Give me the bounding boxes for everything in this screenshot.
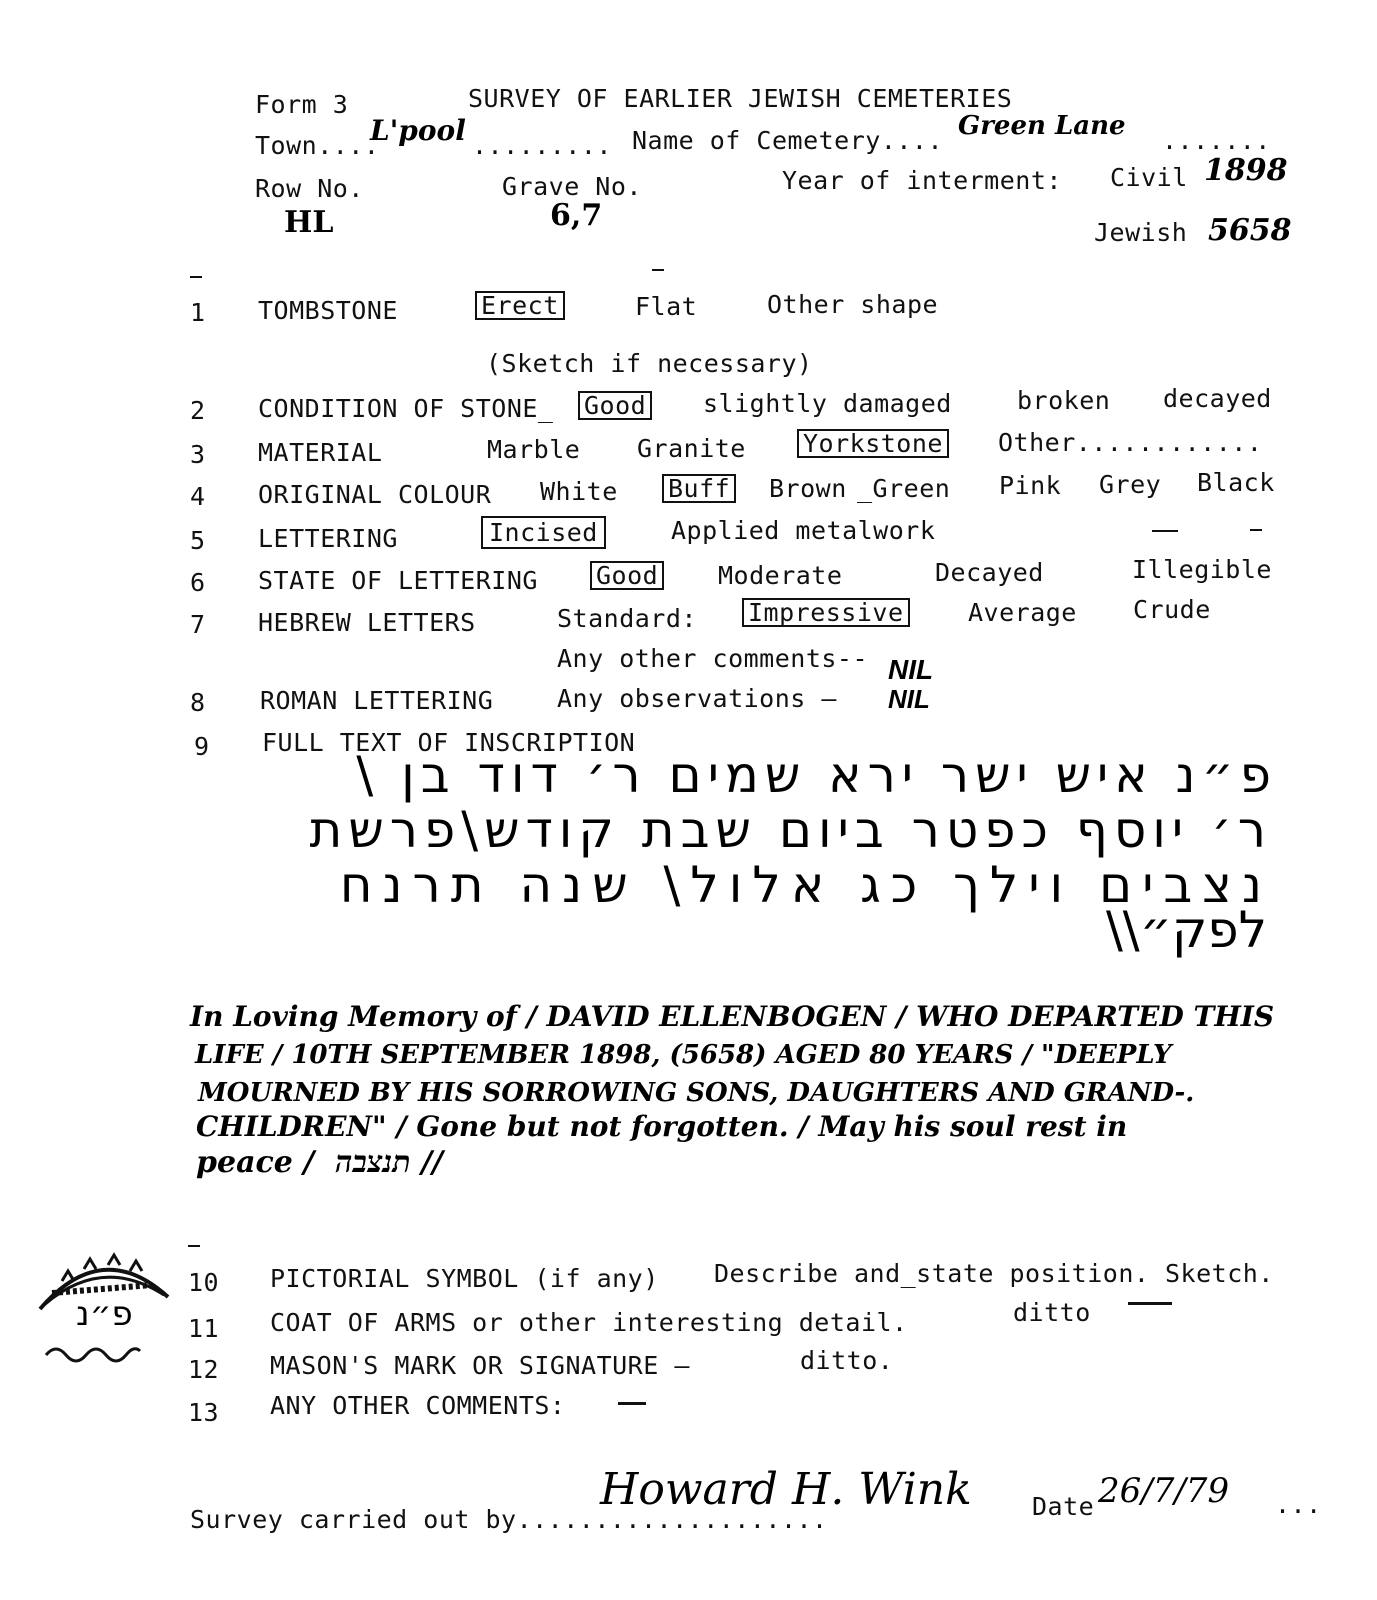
- item-6-number: 6: [190, 568, 206, 597]
- item-4-number: 4: [190, 482, 206, 511]
- item-13-dash: [618, 1402, 646, 1405]
- observations-value: NIL: [888, 684, 930, 714]
- jewish-value: 5658: [1208, 213, 1292, 248]
- margin-tick: [190, 276, 202, 278]
- option-erect-selected: Erect: [475, 291, 565, 320]
- item-1-number: 1: [190, 298, 206, 327]
- option-illegible: Illegible: [1132, 555, 1272, 584]
- option-good-lettering-selected: Good: [590, 561, 664, 590]
- sketch-letters: פ״נ: [76, 1294, 133, 1334]
- grave-value: 6,7: [550, 198, 603, 233]
- option-good-selected: Good: [578, 391, 652, 420]
- item-12-number: 12: [188, 1355, 220, 1384]
- english-inscription-line-5: peace / תנצבה //: [196, 1145, 443, 1180]
- town-value: L'pool: [370, 114, 466, 147]
- item-9-label: FULL TEXT OF INSCRIPTION: [262, 728, 636, 757]
- option-green: _Green: [857, 474, 951, 503]
- row-label: Row No.: [255, 174, 364, 203]
- english-inscription-line-4: CHILDREN" / Gone but not forgotten. / May his soul rest in: [196, 1110, 1128, 1143]
- item-6-label: STATE OF LETTERING: [258, 566, 538, 595]
- item-3-label: MATERIAL: [258, 438, 383, 467]
- hebrew-inscription-line-2: ר׳ יוסף כפטר ביום שבת קודש\פרשת: [309, 801, 1272, 859]
- option-applied-metalwork: Applied metalwork: [671, 516, 936, 545]
- item-11-detail: ditto: [1013, 1298, 1091, 1327]
- item-4-label: ORIGINAL COLOUR: [258, 480, 492, 509]
- cemetery-label: Name of Cemetery....: [632, 126, 944, 155]
- option-flat: Flat: [635, 292, 698, 321]
- civil-value: 1898: [1204, 153, 1288, 188]
- option-impressive-selected: Impressive: [742, 598, 910, 627]
- observations-label: Any observations —: [557, 684, 837, 713]
- form-label: Form 3: [255, 90, 349, 119]
- item-11-number: 11: [188, 1314, 220, 1343]
- town-label: Town....: [255, 131, 380, 160]
- option-brown: Brown: [769, 474, 847, 503]
- option-decayed-lettering: Decayed: [935, 558, 1044, 587]
- year-label: Year of interment:: [782, 166, 1062, 195]
- form-title: SURVEY OF EARLIER JEWISH CEMETERIES: [468, 84, 1013, 113]
- sketch-note: (Sketch if necessary): [486, 349, 813, 378]
- hebrew-inscription-line-3: נצבים וילך כג אלול\ שנה תרנח: [339, 856, 1272, 914]
- english-inscription-line-2: LIFE / 10TH SEPTEMBER 1898, (5658) AGED 80 YEARS / "DEEPLY: [195, 1040, 1172, 1070]
- comments-label: Any other comments--: [557, 644, 869, 673]
- option-other-shape: Other shape: [767, 290, 939, 319]
- town-dots: .........: [472, 131, 612, 160]
- comments-value: NIL: [888, 654, 934, 685]
- item-10-number: 10: [188, 1268, 220, 1297]
- item-11-label: COAT OF ARMS or other interesting detail.: [270, 1308, 908, 1337]
- item-8-number: 8: [190, 688, 206, 717]
- option-incised-selected: Incised: [481, 516, 606, 549]
- item-2-number: 2: [190, 396, 206, 425]
- item-7-label: HEBREW LETTERS: [258, 608, 476, 637]
- option-other-material: Other............: [998, 428, 1263, 457]
- english-inscription-line-1: In Loving Memory of / DAVID ELLENBOGEN / WHO DEPARTED THIS: [190, 1000, 1275, 1033]
- english-inscription-line-3: MOURNED BY HIS SORROWING SONS, DAUGHTERS AND GRAND-.: [198, 1078, 1195, 1108]
- option-grey: Grey: [1099, 470, 1162, 499]
- pictorial-symbol-sketch: [32, 1245, 172, 1375]
- item-3-number: 3: [190, 440, 206, 469]
- row-value: HL: [284, 205, 334, 240]
- option-buff-selected: Buff: [662, 474, 736, 503]
- item-13-number: 13: [188, 1398, 220, 1427]
- option-broken: broken: [1017, 386, 1111, 415]
- grave-label: Grave No.: [502, 172, 642, 201]
- item-9-number: 9: [194, 732, 210, 761]
- date-dots: ...: [1275, 1490, 1322, 1519]
- hebrew-inscription-line-4: לפק״\\: [1105, 901, 1267, 959]
- item-2-label: CONDITION OF STONE_: [258, 394, 554, 423]
- option-yorkstone-selected: Yorkstone: [797, 429, 949, 458]
- civil-label: Civil: [1110, 163, 1188, 192]
- option-decayed: decayed: [1163, 384, 1272, 413]
- surveyor-signature: Howard H. Wink: [600, 1464, 972, 1515]
- item-10-detail: Describe and_state position. Sketch.: [714, 1259, 1274, 1288]
- option-crude: Crude: [1133, 595, 1211, 624]
- cemetery-value: Green Lane: [958, 111, 1126, 141]
- margin-tick: [188, 1245, 200, 1247]
- option-granite: Granite: [637, 434, 746, 463]
- option-slightly-damaged: slightly damaged: [703, 389, 952, 418]
- item-5-number: 5: [190, 526, 206, 555]
- date-value: 26/7/79: [1098, 1471, 1230, 1511]
- item-8-label: ROMAN LETTERING: [260, 686, 494, 715]
- item-7-number: 7: [190, 610, 206, 639]
- jewish-label: Jewish: [1094, 218, 1188, 247]
- option-moderate: Moderate: [718, 561, 843, 590]
- survey-label: Survey carried out by....................: [190, 1505, 828, 1534]
- item-13-label: ANY OTHER COMMENTS:: [270, 1391, 566, 1420]
- item-1-label: TOMBSTONE: [258, 296, 398, 325]
- option-black: Black: [1197, 468, 1275, 497]
- date-label: Date: [1032, 1492, 1095, 1521]
- item-10-label: PICTORIAL SYMBOL (if any): [270, 1264, 659, 1293]
- item-12-detail: ditto.: [800, 1346, 894, 1375]
- option-average: Average: [968, 598, 1077, 627]
- hebrew-inscription-line-1: פ״נ איש ישר ירא שמים ר׳ דוד בן \: [356, 746, 1277, 804]
- margin-tick: [652, 269, 664, 271]
- item-12-label: MASON'S MARK OR SIGNATURE —: [270, 1351, 690, 1380]
- item-11-dash: [1128, 1302, 1172, 1305]
- margin-dash: [1152, 530, 1178, 532]
- margin-dash: [1250, 529, 1262, 531]
- cemetery-dots: .......: [1162, 126, 1271, 155]
- option-marble: Marble: [487, 435, 581, 464]
- option-white: White: [540, 477, 618, 506]
- standard-label: Standard:: [557, 604, 697, 633]
- option-pink: Pink: [999, 471, 1062, 500]
- item-5-label: LETTERING: [258, 524, 398, 553]
